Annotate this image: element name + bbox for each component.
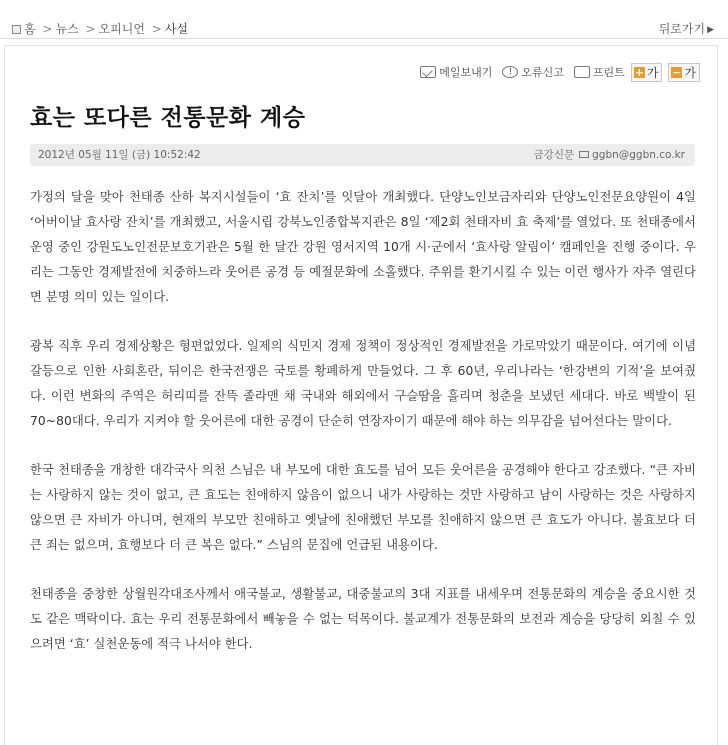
- plus-icon: +: [634, 65, 644, 79]
- breadcrumb-news[interactable]: 뉴스: [55, 22, 79, 36]
- alert-icon: !: [502, 66, 518, 78]
- top-bar: [0, 0, 728, 39]
- article-paragraph: 광복 직후 우리 경제상황은 형편없었다. 일제의 식민지 경제 정책이 정상적인 경제발전을 가로막았기 때문이다. 여기에 이념 갈등으로 인한 사회혼란, 뒤이은 한국전쟁은 국토를 황폐하게 만들었다. 그 후 60년, 우리나라는 ‘한강변의 기적’을 보여줬다. 이런 변화의 주역은 허리띠를 잔뜩 졸라맨 채 국내와 해외에서 구슬땀을 흘리며 청춘을 보냈던 세대다. 바로 백발이 된 70~80대다. 우리가 지켜야 할 웃어른에 대한 공경이 단순히 연장자이기 때문에 해야 하는 의무감을 넘어선다는 말이다.: [30, 339, 696, 428]
- font-increase-label: 가: [646, 65, 659, 80]
- minus-icon: −: [672, 65, 682, 79]
- print-button[interactable]: [574, 64, 625, 80]
- error-report-button[interactable]: [502, 64, 564, 80]
- breadcrumb-separator: >: [85, 22, 96, 36]
- breadcrumb-opinion[interactable]: 오피니언: [98, 22, 145, 36]
- article-body: [30, 185, 696, 681]
- printer-icon: [574, 66, 590, 78]
- article-paragraph: 천태종을 중창한 상월원각대조사께서 애국불교, 생활불교, 대중불교의 3대 지표를 내세우며 전통문화의 계승을 중요시한 것도 같은 맥락이다. 효는 우리 전통문화에서 빼놓을 수 없는 덕목이다. 불교계가 전통문화의 보전과 계승을 당당히 외칠 수 있으려면 ‘효’ 실천운동에 적극 나서야 한다.: [30, 587, 696, 651]
- article-email[interactable]: ggbn@ggbn.co.kr: [592, 149, 685, 161]
- print-button-label: 프린트: [592, 66, 625, 79]
- breadcrumb-current[interactable]: 사설: [164, 22, 189, 36]
- article-title: 효는 또다른 전통문화 계승: [30, 105, 306, 131]
- breadcrumb-home[interactable]: 홈: [24, 22, 36, 36]
- article-paragraph: 가정의 달을 맞아 천태종 산하 복지시설들이 ‘효 잔치’를 잇달아 개최했다. 단양노인보금자리와 단양노인전문요양원이 4일 ‘어버이날 효사랑 잔치’를 개최했고, 서울시립 강북노인종합복지관은 8일 ‘제2회 천태자비 효 축제’를 열었다. 또 천태종에서 운영 중인 강원도노인전문보호기관은 5월 한 달간 강원 영서지역 10개 시·군에서 ‘효사랑 알림이’ 캠페인을 진행 중이다. 우리는 그동안 경제발전에 치중하느라 웃어른 공경 등 예절문화에 소홀했다. 주위를 환기시킬 수 있는 이런 행사가 자주 열린다면 분명 의미 있는 일이다.: [30, 190, 696, 304]
- article-source: 금강신문: [533, 149, 575, 161]
- email-button[interactable]: [420, 64, 492, 80]
- email-button-label: 메일보내기: [439, 66, 493, 79]
- font-increase-button[interactable]: [631, 63, 663, 82]
- breadcrumb-separator: >: [151, 22, 162, 36]
- article-byline: [534, 144, 685, 166]
- back-button-label: 뒤로가기: [658, 22, 706, 36]
- envelope-icon: [420, 66, 436, 78]
- back-button[interactable]: [659, 22, 714, 37]
- article-meta-bar: [30, 144, 695, 166]
- breadcrumb-separator: >: [42, 22, 53, 36]
- article-date: 2012년 05월 11일 (금) 10:52:42: [38, 149, 201, 161]
- chevron-right-icon: ▶: [707, 25, 714, 35]
- article-paragraph: 한국 천태종을 개창한 대각국사 의천 스님은 내 부모에 대한 효도를 넘어 모든 웃어른을 공경해야 한다고 강조했다. “큰 자비는 사랑하지 않는 것이 없고, 큰 효도는 친애하지 않음이 없으니 내가 사랑하는 것만 사랑하고 남이 사랑하는 것은 사랑하지 않으면 큰 자비가 아니며, 현재의 부모만 친애하고 옛날에 친애했던 부모를 친애하지 않으면 큰 효도가 아니다. 불효보다 더 큰 죄는 없으며, 효행보다 더 큰 복은 없다.” 스님의 문집에 언급된 내용이다.: [30, 463, 696, 552]
- breadcrumb: [12, 22, 188, 36]
- error-report-label: 오류신고: [521, 66, 564, 79]
- envelope-icon: [579, 151, 589, 158]
- home-icon: [12, 25, 21, 34]
- font-decrease-label: 가: [684, 65, 696, 80]
- font-decrease-button[interactable]: [668, 63, 700, 82]
- article-toolbar: [410, 63, 700, 81]
